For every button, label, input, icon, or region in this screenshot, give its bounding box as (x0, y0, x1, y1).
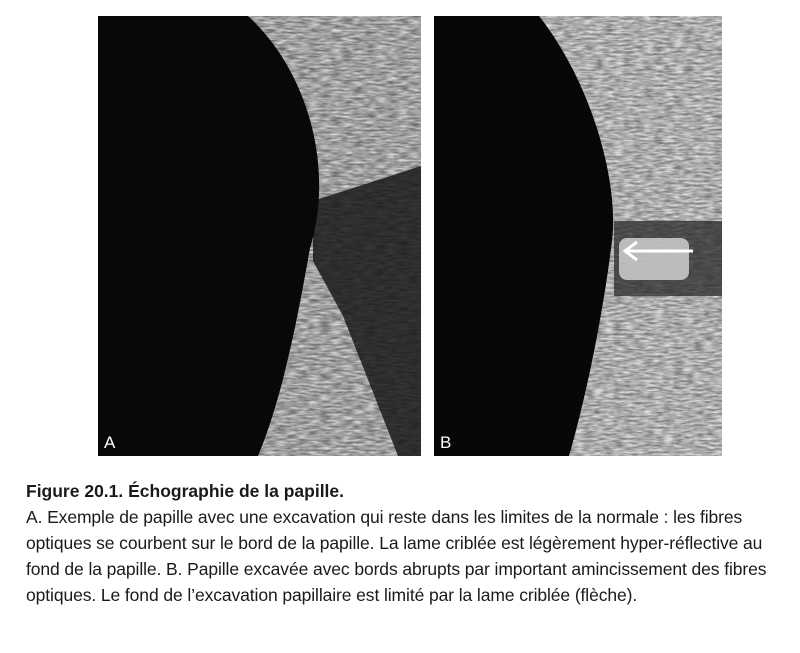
arrow-icon (621, 240, 696, 262)
caption-body: A. Exemple de papille avec une excavation qui reste dans les limites de la normale : les fibres optiques se courbent sur le bord de la papille. La lame criblée est légèrement hyper-réflective au fond de la papille. B. Papille excavée avec bords abrupts par important amincissement des fibres optiques. Le fond de l’excavation papillaire est limité par la lame criblée (flèche). (26, 507, 767, 605)
caption-title: Figure 20.1. Échographie de la papille. (26, 481, 345, 501)
ultrasound-image-a (98, 16, 421, 456)
panel-label-a: A (104, 433, 116, 452)
ultrasound-image-b (434, 16, 722, 456)
figure-caption (26, 478, 796, 608)
panel-label-b: B (440, 433, 452, 452)
